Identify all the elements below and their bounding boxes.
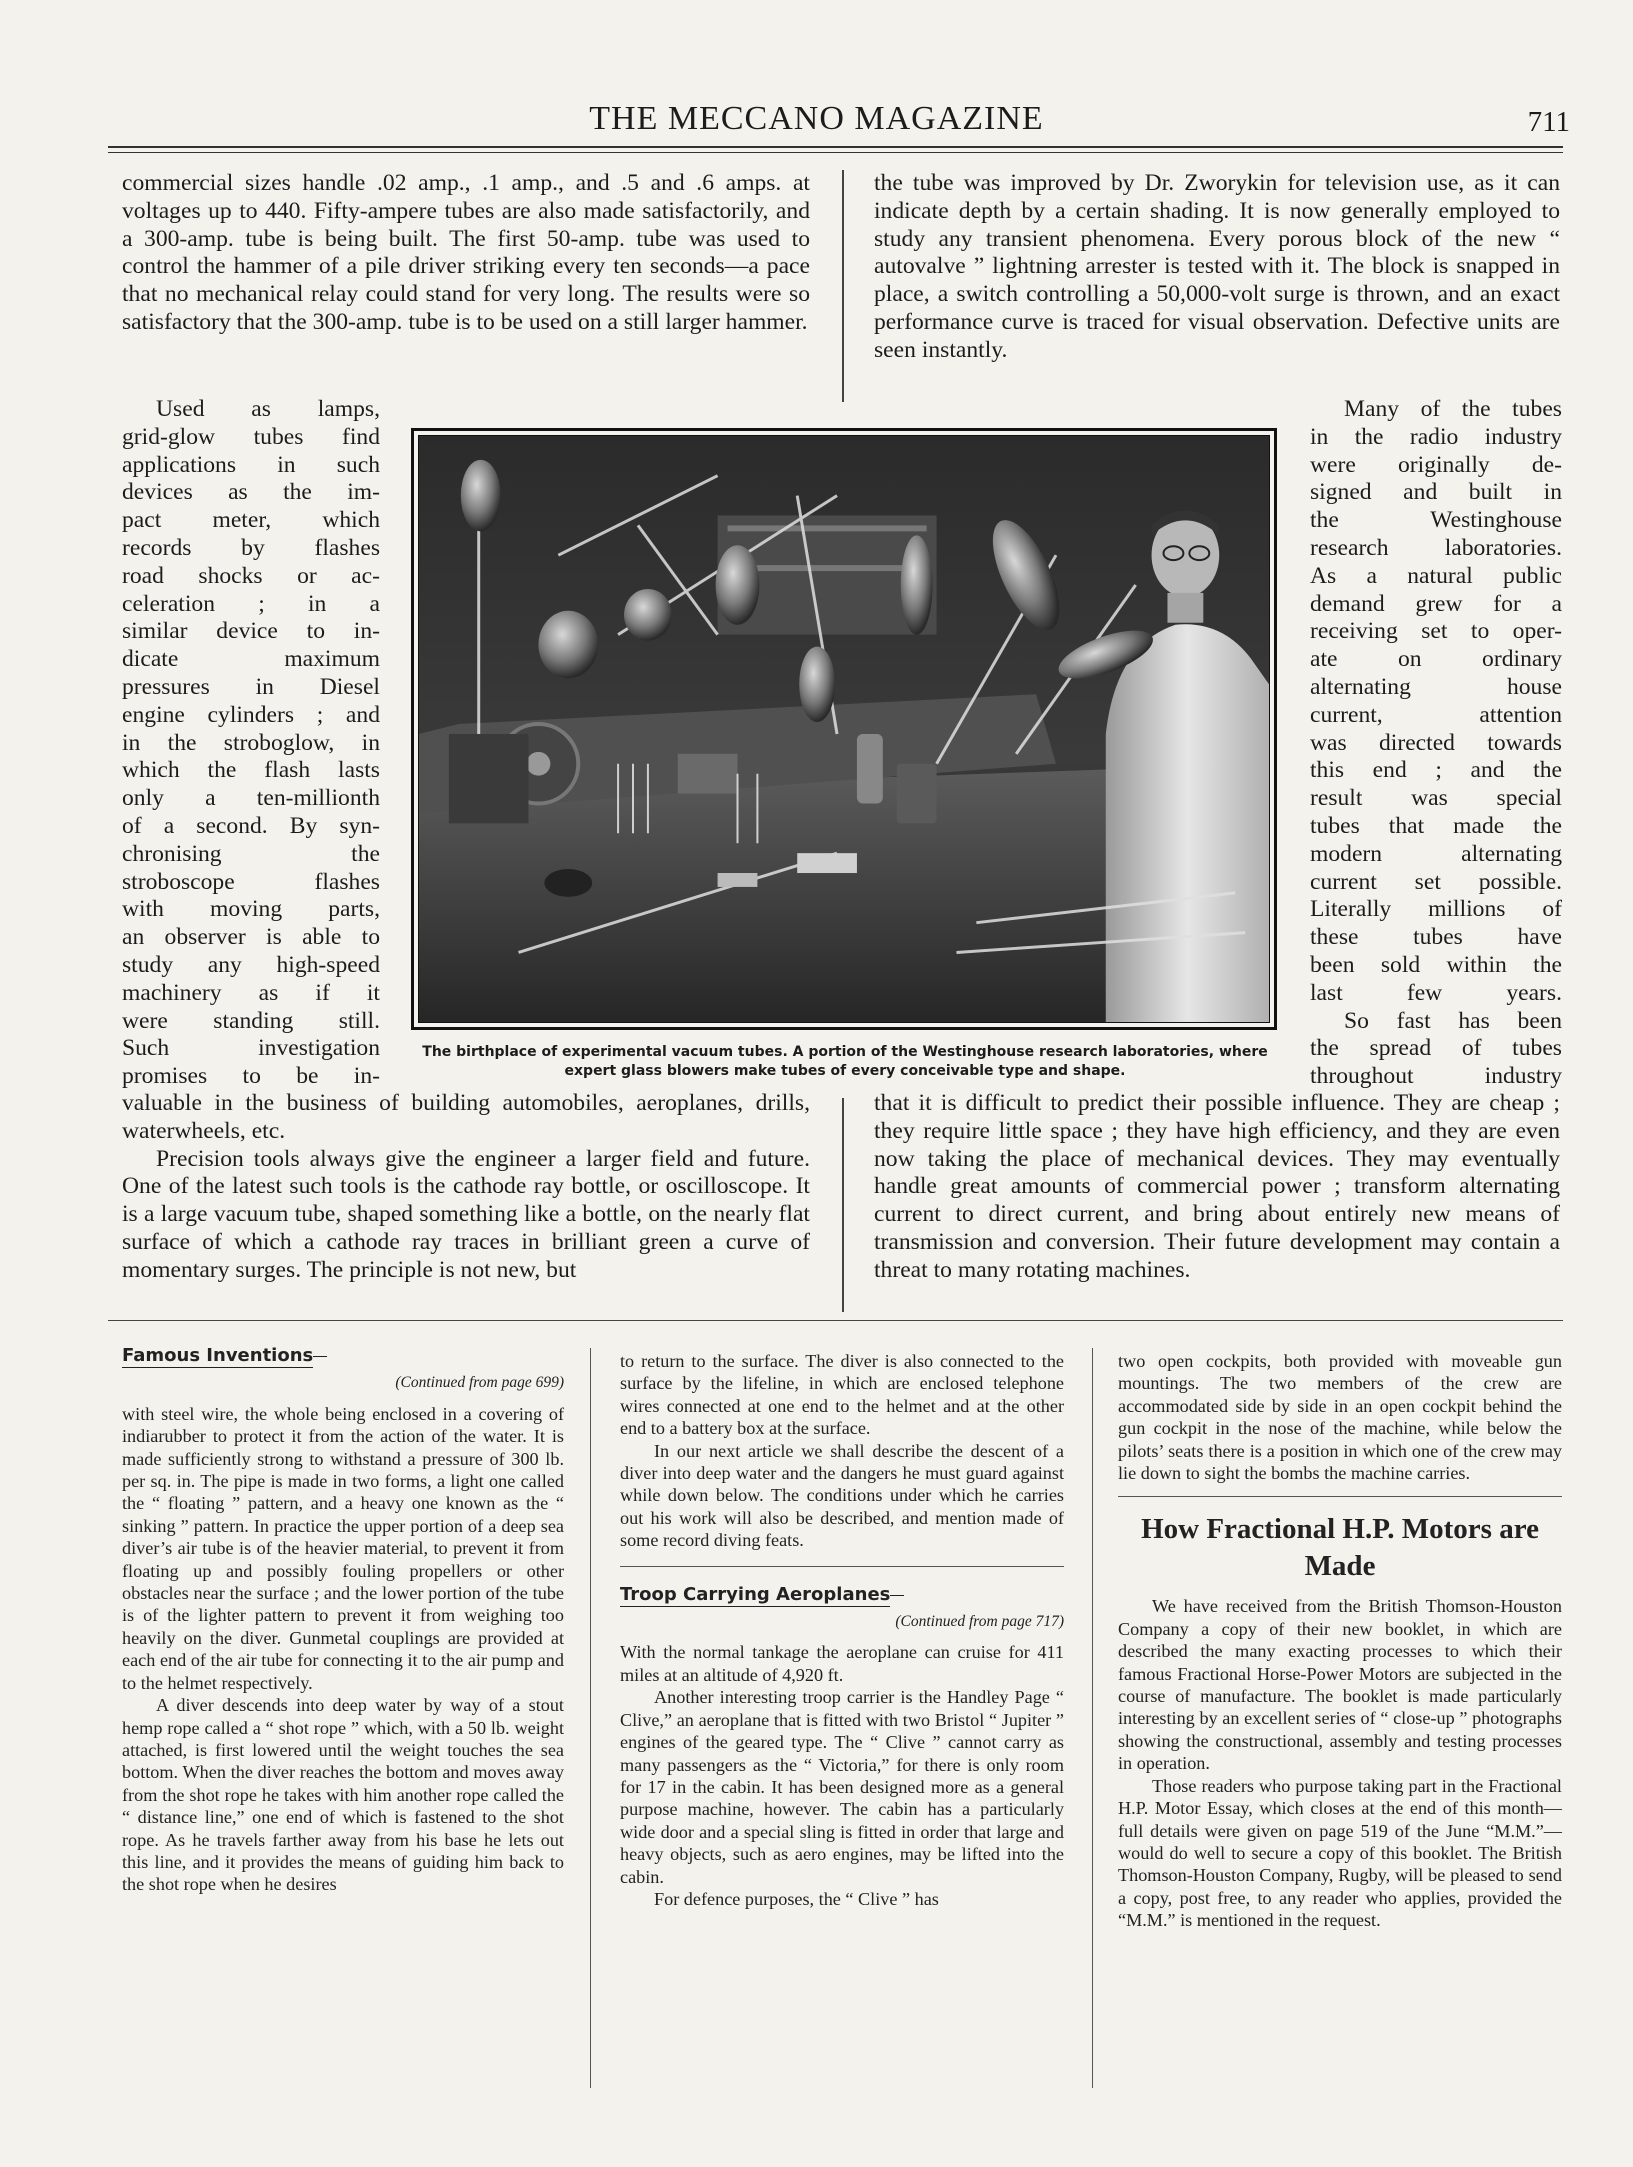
continued-note: (Continued from page 717)	[895, 1613, 1064, 1631]
page-number: 711	[1527, 106, 1570, 138]
text-line: only a ten-millionth	[122, 785, 380, 812]
text-line: Used as lamps,	[156, 396, 380, 422]
text-line: Many of the tubes	[1344, 396, 1562, 422]
text-line: devices as the im-	[122, 479, 380, 506]
text-line: modern alternating	[1310, 840, 1562, 867]
troop-carrying-heading: Troop Carrying Aeroplanes	[620, 1584, 890, 1607]
paragraph: In our next article we shall describe the descent of a diver into deep water and the dangers he must guard against while down below. The conditions under which he carries out his work will also be described, and mention made of some record diving feats.	[620, 1440, 1064, 1551]
text-line: stroboscope flashes	[122, 868, 380, 895]
paragraph: commercial sizes handle .02 amp., .1 amp., and .5 and .6 amps. at voltages up to 440. Fifty-ampere tubes are also made satisfactorily, and a 300-amp. tube is being built. The first 50-amp. tube was used to control the hammer of a pile driver striking every ten seconds—a pace that no mechanical relay could stand for very long. The results were so satisfactory that the 300-amp. tube is to be used on a still larger hammer.	[122, 170, 810, 335]
paragraph: We have received from the British Thomson-Houston Company a copy of their new booklet, in which are described the many exacting processes to which their famous Fractional Horse-Power Motors are subjected in the course of manufacture. The booklet is made particularly interesting by an excellent series of “ close-up ” photographs showing the constructional, assembly and testing processes in operation.	[1118, 1596, 1562, 1774]
paragraph: with steel wire, the whole being enclosed in a covering of indiarubber to protect it from the action of the water. It is made sufficiently strong to withstand a pressure of 300 lb. per sq. in. The pipe is made in two forms, a light one called the “ floating ” pattern, and a heavy one known as the “ sinking ” pattern. In practice the upper portion of a deep sea diver’s air tube is of the heavier material, to prevent it from floating up and possibly fouling propellers or other obstacles near the surface ; and the lower portion of the tube is of the lighter pattern to prevent it from weighing too heavily on the diver. Gunmetal couplings are provided at each end of the air tube for connecting it to the air pump and to the helmet respectively.	[122, 1403, 564, 1693]
magazine-title: THE MECCANO MAGAZINE	[589, 100, 1044, 137]
text-line: of a second. By syn-	[122, 812, 380, 839]
paragraph: With the normal tankage the aeroplane can cruise for 411 miles at an altitude of 4,920 ft.	[620, 1642, 1064, 1685]
continued-note: (Continued from page 699)	[395, 1374, 564, 1392]
famous-inventions-column	[122, 1344, 564, 1896]
paragraph: two open cockpits, both provided with moveable gun mountings. The two members of the crew are accommodated side by side in an open cockpit behind the gun cockpit in the nose of the machine, while below the pilots’ seats there is a position in which one of the crew may lie down to sight the bombs the machine carries.	[1118, 1351, 1562, 1484]
lab-photo	[418, 435, 1270, 1023]
text-line: an observer is able to	[122, 924, 380, 951]
article-left-wrap	[122, 396, 380, 1091]
text-line: in the stroboglow, in	[122, 729, 380, 756]
text-line: result was special	[1310, 785, 1562, 812]
heading-dash	[313, 1356, 327, 1357]
text-line: similar device to in-	[122, 618, 380, 645]
text-line: tubes that made the	[1310, 812, 1562, 839]
lab-photo-frame	[411, 428, 1277, 1030]
paragraph: Precision tools always give the engineer a larger field and future. One of the latest such tools is the cathode ray bottle, or oscilloscope. It is a large vacuum tube, shaped something like a bottle, on the nearly flat surface of which a cathode ray traces in brilliant green a curve of momentary surges. The principle is not new, but	[122, 1145, 810, 1283]
section-rule	[620, 1566, 1064, 1567]
text-line: celeration ; in a	[122, 590, 380, 617]
header-rule	[108, 146, 1563, 148]
text-line: throughout industry	[1310, 1063, 1562, 1090]
text-line: with moving parts,	[122, 896, 380, 923]
paragraph: Those readers who purpose taking part in the Fractional H.P. Motor Essay, which closes at the end of this month—full details were given on page 519 of the June “M.M.”—would do well to secure a copy of this booklet. The British Thomson-Houston Company, Rugby, will be pleased to send a copy, post free, to any reader who applies, provided the “M.M.” is mentioned in the request.	[1118, 1775, 1562, 1931]
text-line: research laboratories.	[1310, 534, 1562, 561]
text-line: last few years.	[1310, 979, 1562, 1006]
header-rule-secondary	[108, 152, 1563, 153]
column-divider	[842, 1098, 844, 1312]
text-line: study any high-speed	[122, 951, 380, 978]
text-line: engine cylinders ; and	[122, 701, 380, 728]
text-line: the Westinghouse	[1310, 507, 1562, 534]
paragraph: the tube was improved by Dr. Zworykin for television use, as it can indicate depth by a certain shading. It is now generally employed to study any transient phenomena. Every porous block of the new “ autovalve ” lightning arrester is tested with it. The block is snapped in place, a switch controlling a 50,000-volt surge is thrown, and an exact performance curve is traced for visual observation. Defective units are seen instantly.	[874, 170, 1560, 363]
column-divider	[1092, 1348, 1093, 2088]
section-rule	[108, 1320, 1563, 1321]
text-line: the spread of tubes	[1310, 1035, 1562, 1062]
text-line: pact meter, which	[122, 507, 380, 534]
text-line: receiving set to oper-	[1310, 618, 1562, 645]
text-line: were standing still.	[122, 1007, 380, 1034]
text-line: machinery as if it	[122, 979, 380, 1006]
text-line: was directed towards	[1310, 729, 1562, 756]
column-divider	[842, 170, 844, 402]
text-line: signed and built in	[1310, 479, 1562, 506]
text-line: these tubes have	[1310, 924, 1562, 951]
text-line: dicate maximum	[122, 646, 380, 673]
article-right-wrap	[1310, 396, 1562, 1091]
paragraph: For defence purposes, the “ Clive ” has	[654, 1888, 939, 1909]
text-line: pressures in Diesel	[122, 673, 380, 700]
text-line: alternating house	[1310, 673, 1562, 700]
famous-inventions-heading: Famous Inventions	[122, 1345, 313, 1368]
text-line: records by flashes	[122, 534, 380, 561]
section-rule	[1118, 1496, 1562, 1497]
text-line: applications in such	[122, 451, 380, 478]
text-line: ate on ordinary	[1310, 646, 1562, 673]
text-line: chronising the	[122, 840, 380, 867]
column-divider	[590, 1348, 591, 2088]
middle-column	[620, 1350, 1064, 1910]
text-line: which the flash lasts	[122, 757, 380, 784]
text-line: As a natural public	[1310, 562, 1562, 589]
fractional-hp-heading: How Fractional H.P. Motors are Made	[1141, 1513, 1539, 1583]
text-line: current, attention	[1310, 701, 1562, 728]
article-top-left	[122, 170, 810, 337]
photo-caption: The birthplace of experimental vacuum tubes. A portion of the Westinghouse research laboratories, where expert glass blowers make tubes of every conceivable type and shape.	[422, 1044, 1268, 1079]
heading-dash	[890, 1595, 904, 1596]
text-line: been sold within the	[1310, 951, 1562, 978]
text-line: road shocks or ac-	[122, 562, 380, 589]
text-line: were originally de-	[1310, 451, 1562, 478]
text-line: grid-glow tubes find	[122, 423, 380, 450]
paragraph: A diver descends into deep water by way of a stout hemp rope called a “ shot rope ” which, with a 50 lb. weight attached, is first lowered until the weight touches the sea bottom. When the diver reaches the bottom and moves away from the shot rope he takes with him another rope called the “ distance line,” one end of which is fastened to the shot rope. As he travels farther away from his base he lets out this line, and it provides the means of guiding him back to the shot rope when he desires	[122, 1695, 564, 1895]
paragraph: to return to the surface. The diver is also connected to the surface by the lifeline, in which are enclosed telephone wires connected at one end to the helmet and at the other end to a battery box at the surface.	[620, 1351, 1064, 1439]
text-line: So fast has been	[1344, 1007, 1562, 1034]
article-bottom-left	[122, 1090, 810, 1285]
text-line: Such investigation	[122, 1035, 380, 1062]
paragraph: valuable in the business of building automobiles, aeroplanes, drills, waterwheels, etc.	[122, 1090, 810, 1144]
right-column	[1118, 1350, 1562, 1932]
text-line: this end ; and the	[1310, 757, 1562, 784]
vacuum-tube-lab-image	[419, 436, 1269, 1022]
article-top-right	[874, 170, 1560, 365]
text-line: in the radio industry	[1310, 423, 1562, 450]
text-line: promises to be in-	[122, 1063, 380, 1090]
paragraph: Another interesting troop carrier is the Handley Page “ Clive,” an aeroplane that is fitted with two Bristol “ Jupiter ” engines of the geared type. The “ Clive ” cannot carry as many passengers as the “ Victoria,” for there is only room for 17 in the cabin. It has been designed more as a general purpose machine, however. The cabin has a particularly wide door and a special sling is fitted in order that large and heavy objects, such as aero engines, may be lifted into the cabin.	[620, 1687, 1064, 1887]
paragraph: that it is difficult to predict their possible influence. They are cheap ; they require little space ; they have high efficiency, and they are even now taking the place of mechanical devices. They may eventually handle great amounts of commercial power ; transform alternating current to direct current, and bring about entirely new means of transmission and conversion. Their future development may contain a threat to many rotating machines.	[874, 1090, 1560, 1283]
article-bottom-right	[874, 1090, 1560, 1285]
text-line: demand grew for a	[1310, 590, 1562, 617]
text-line: Literally millions of	[1310, 896, 1562, 923]
text-line: current set possible.	[1310, 868, 1562, 895]
